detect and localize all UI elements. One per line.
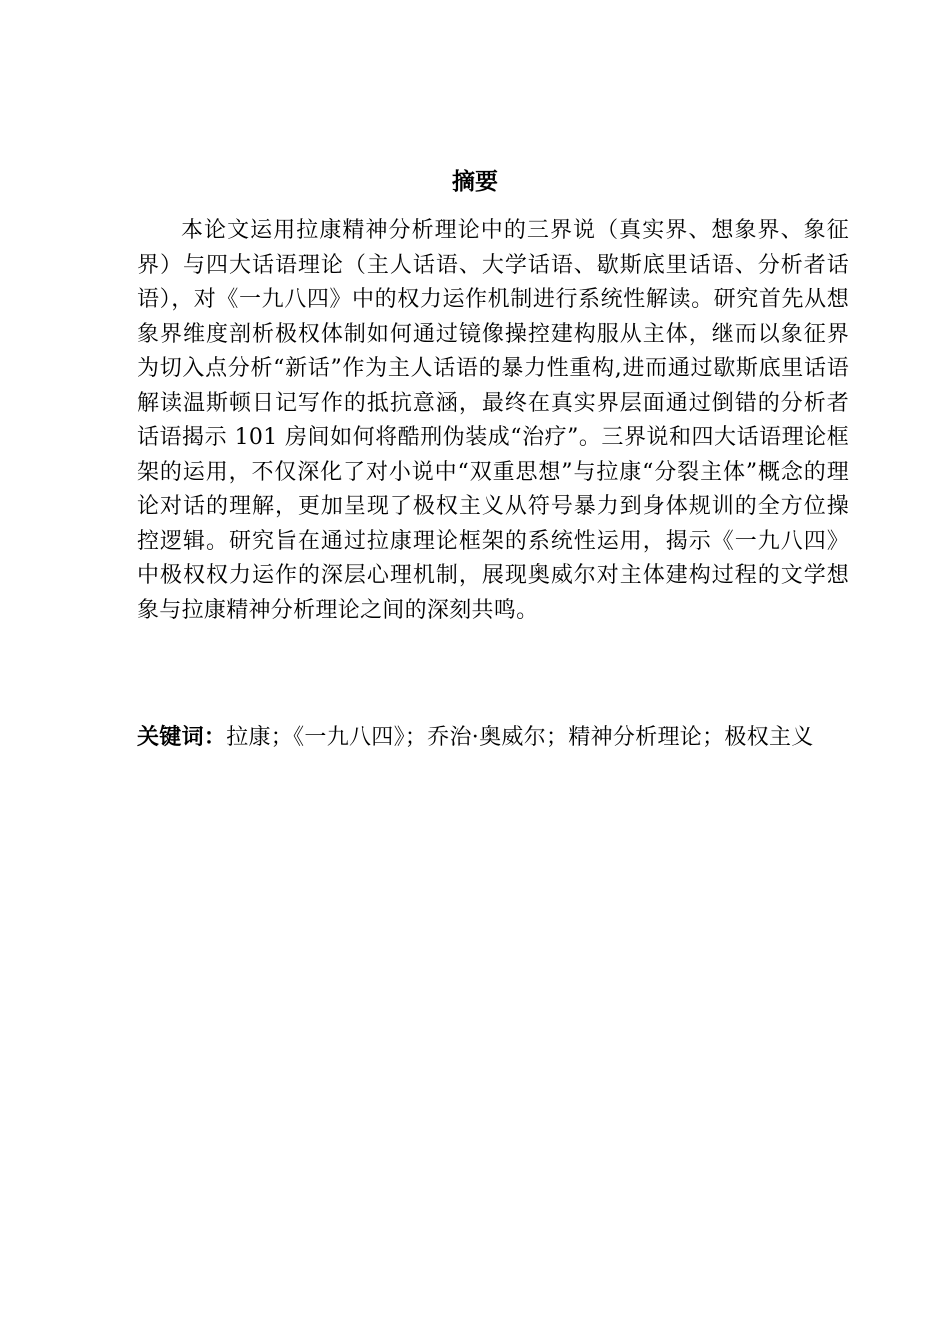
keywords-label: 关键词： [137,725,227,750]
keywords-text: 拉康；《一九八四》；乔治·奥威尔；精神分析理论；极权主义 [226,725,814,750]
keywords-line [137,722,849,753]
abstract-title: 摘要 [452,169,498,195]
abstract-body: 本论文运用拉康精神分析理论中的三界说（真实界、想象界、象征界）与四大话语理论（主人话语、大学话语、歇斯底里话语、分析者话语），对《一九八四》中的权力运作机制进行系统性解读。研究首先从想象界维度剖析极权体制如何通过镜像操控建构服从主体，继而以象征界为切入点分析“新话”作为主人话语的暴力性重构,进而通过歇斯底里话语解读温斯顿日记写作的抵抗意涵，最终在真实界层面通过倒错的分析者话语揭示 101 房间如何将酷刑伪装成“治疗”。三界说和四大话语理论框架的运用，不仅深化了对小说中“双重思想”与拉康“分裂主体”概念的理论对话的理解，更加呈现了极权主义从符号暴力到身体规训的全方位操控逻辑。研究旨在通过拉康理论框架的系统性运用，揭示《一九八四》中极权权力运作的深层心理机制，展现奥威尔对主体建构过程的文学想象与拉康精神分析理论之间的深刻共鸣。 [137,218,849,623]
